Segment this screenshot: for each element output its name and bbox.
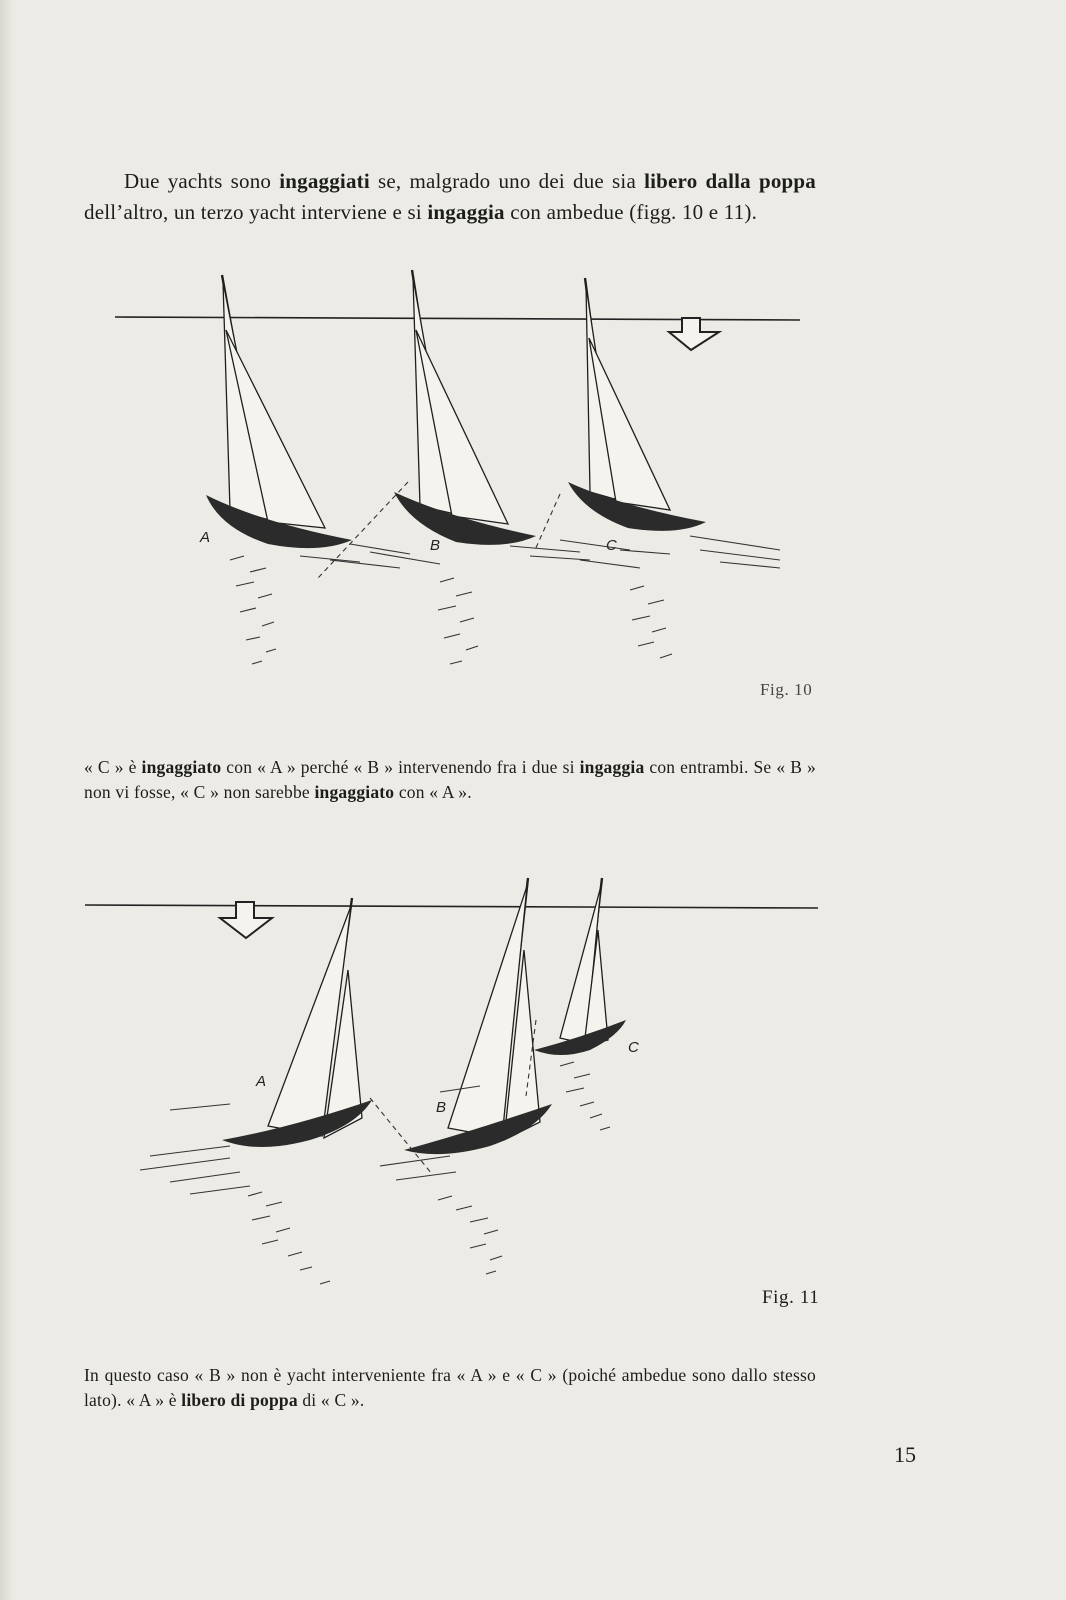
bold-term: ingaggiati: [279, 169, 370, 193]
water-wake-hatching: [140, 1020, 610, 1284]
wind-arrow-icon: [669, 318, 719, 350]
yacht-a-label: A: [256, 1073, 267, 1090]
yacht-c: [534, 878, 639, 1056]
text-run: Due yachts sono: [124, 169, 280, 193]
text-run: con entrambi. Se « B » non vi fosse, « C » non sarebbe: [84, 756, 816, 802]
yacht-b: [394, 270, 536, 554]
page-number: 15: [894, 1442, 916, 1467]
yacht-c-label: C: [606, 537, 617, 554]
figure-10-caption: [84, 755, 816, 805]
text-run: « C » è: [84, 756, 142, 777]
yacht-c-label: C: [628, 1039, 639, 1056]
yacht-a-label: A: [200, 529, 211, 546]
bold-term: libero dalla poppa: [644, 169, 816, 193]
yacht-b-label: B: [430, 537, 441, 554]
bold-term: ingaggiato: [141, 756, 222, 777]
figure-11-caption: [84, 1363, 816, 1413]
yacht-b: [404, 878, 552, 1154]
figure-10-illustration: [0, 260, 1066, 700]
figure-10-label: Fig. 10: [760, 680, 813, 699]
text-run: di « C ».: [297, 1389, 365, 1410]
yacht-a: [199, 275, 352, 548]
bold-term: libero di poppa: [181, 1389, 298, 1410]
yacht-b-label: B: [436, 1099, 447, 1116]
intro-paragraph: [84, 166, 816, 228]
bold-term: ingaggia: [579, 756, 645, 777]
text-run: In questo caso « B » non è yacht interveniente fra « A » e « C » (poiché ambedue sono dallo stesso lato). « A » è: [84, 1364, 816, 1410]
text-run: con « A ».: [394, 781, 472, 802]
bold-term: ingaggiato: [314, 781, 395, 802]
page-edge-shadow: [0, 0, 14, 1600]
wind-arrow-icon: [220, 902, 272, 938]
text-run: se, malgrado uno dei due sia: [369, 169, 645, 193]
figure-11-label: Fig. 11: [762, 1287, 820, 1308]
bold-term: ingaggia: [427, 200, 505, 224]
horizon-line: [85, 905, 818, 908]
text-run: con ambedue (figg. 10 e 11).: [504, 200, 758, 224]
figure-11-illustration: [0, 860, 1066, 1300]
text-run: con « A » perché « B » intervenendo fra i due si: [221, 756, 580, 777]
text-run: dell’altro, un terzo yacht interviene e si: [84, 200, 428, 224]
